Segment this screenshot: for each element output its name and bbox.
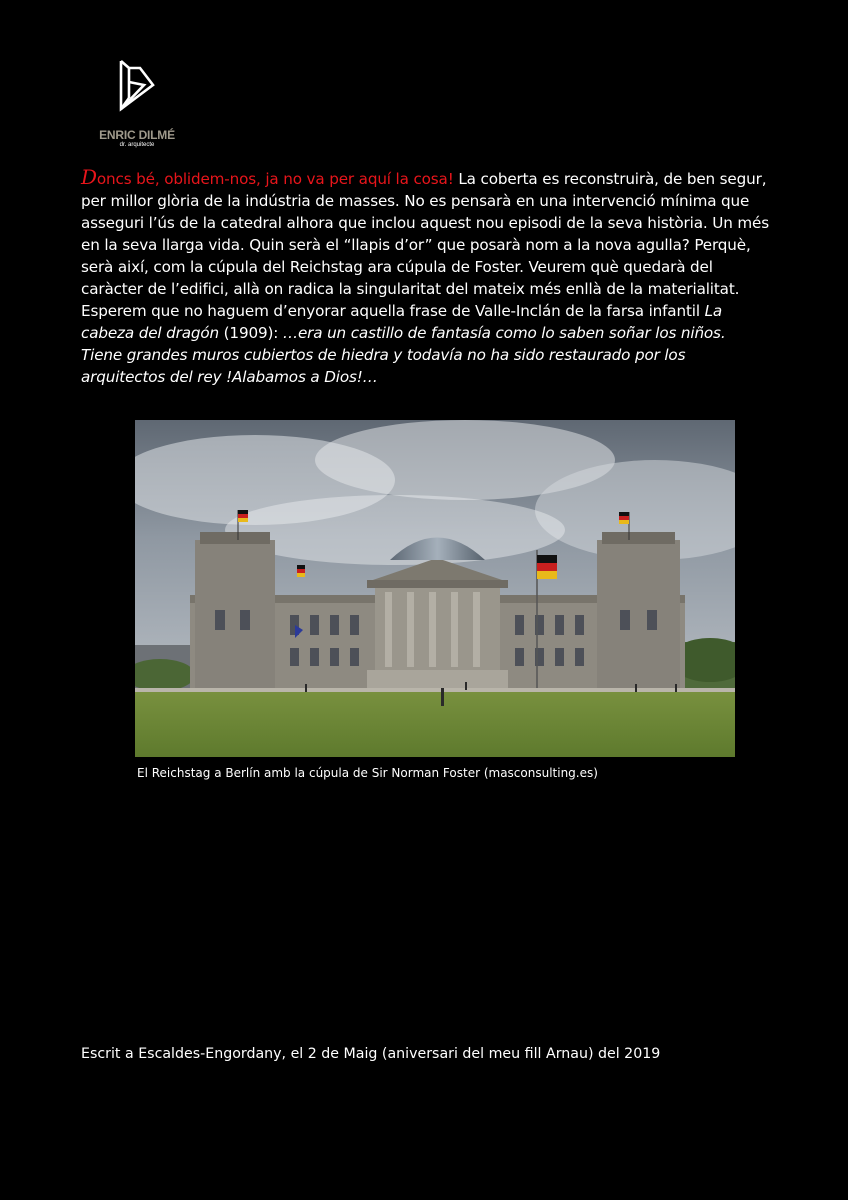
article-body: La coberta es reconstruirà, de ben segur, per millor glòria de la indústria de masses. No es pensarà en una intervenció mínima que asseguri l’ús de la catedral alhora que inclou aquest nou episodi de la seva història. Un més en la seva llarga vida. Quin serà el “llapis d’or” que posarà nom a la nova agulla? Perquè, serà així, com la cúpula del Reichstag ara cúpula de Foster. Veurem què quedarà del caràcter de l’edifici, allà on radica la singularitat del mateix més enllà de la materialitat. Esperem que no haguem d’enyorar aquella frase de Valle-Inclán de la farsa infantil: [81, 170, 769, 320]
logo-subtitle: dr. arquitecte: [119, 142, 155, 148]
book-title: La cabeza del dragón: [81, 302, 723, 342]
logo-name: ENRIC DILMÉ: [99, 128, 175, 142]
book-year: (1909):: [218, 324, 283, 342]
quote: …era un castillo de fantasía como lo saben soñar los niños. Tiene grandes muros cubiertos de hiedra y todavía no ha sido restaurado por los arquitectos del rey !Alabamos a Dios!…: [81, 324, 726, 386]
reichstag-photo: [135, 420, 735, 757]
article-paragraph: [81, 166, 771, 388]
dropcap: D: [81, 165, 97, 189]
article-intro: [81, 165, 454, 189]
logo-mark-icon: [118, 58, 156, 114]
photo-caption: El Reichstag a Berlín amb la cúpula de Sir Norman Foster (masconsulting.es): [137, 766, 598, 780]
logo: [92, 56, 182, 156]
intro-text: oncs bé, oblidem-nos, ja no va per aquí la cosa!: [96, 170, 454, 188]
footer-note: Escrit a Escaldes-Engordany, el 2 de Maig (aniversari del meu fill Arnau) del 2019: [81, 1046, 661, 1062]
